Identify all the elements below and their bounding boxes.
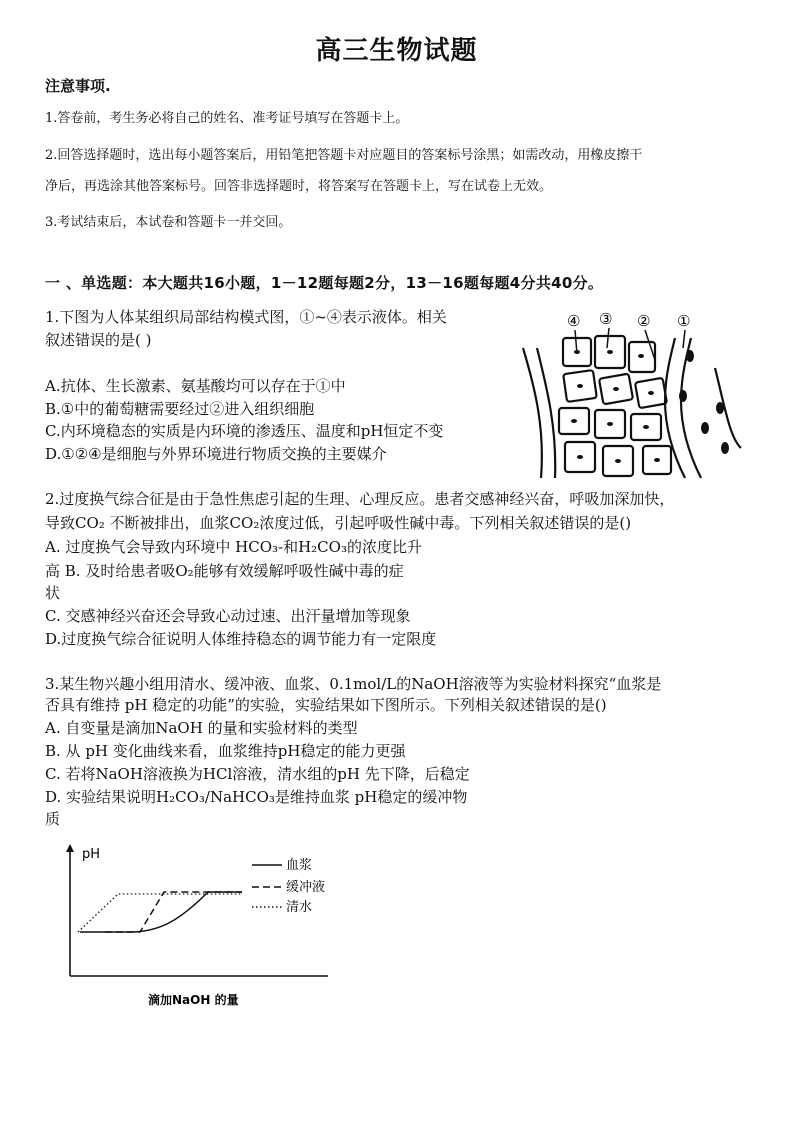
q3-option-d-cont: 质 [45, 810, 61, 828]
q3-option-b: B. 从 pH 变化曲线来看，血浆维持pH稳定的能力更强 [45, 742, 406, 760]
q1-option-c: C.内环境稳态的实质是内环境的渗透压、温度和pH恒定不变 [45, 422, 444, 440]
q3-option-d: D. 实验结果说明H₂CO₃/NaHCO₃是维持血浆 pH稳定的缓冲物 [45, 788, 468, 806]
q2-stem-cont: 导致CO₂ 不断被排出，血浆CO₂浓度过低，引起呼吸性碱中毒。下列相关叙述错误的是() [45, 514, 632, 532]
q1-option-d: D.①②④是细胞与外界环境进行物质交换的主要媒介 [45, 445, 387, 463]
notice-item-2: 2.回答选择题时，选出每小题答案后，用铅笔把答题卡对应题目的答案标号涂黑；如需改动，用橡皮擦干 [45, 148, 643, 163]
q1-option-a: A.抗体、生长激素、氨基酸均可以存在于①中 [45, 377, 346, 395]
q1-stem: 1.下图为人体某组织局部结构模式图，①~④表示液体。相关 [45, 308, 447, 326]
x-axis-label: 滴加NaOH 的量 [148, 993, 239, 1007]
fig-label-4: ④ [567, 312, 581, 330]
series-line-buffer [105, 892, 242, 932]
q2-option-b: 高 B. 及时给患者吸O₂能够有效缓解呼吸性碱中毒的症 [45, 562, 404, 580]
tissue-structure-figure [515, 308, 745, 484]
notice-item-1: 1.答卷前，考生务必将自己的姓名、准考证号填写在答题卡上。 [45, 111, 409, 126]
q3-stem: 3.某生物兴趣小组用清水、缓冲液、血浆、0.1mol/L的NaOH溶液等为实验材料探究“血浆是 [45, 675, 662, 693]
q2-option-d: D.过度换气综合征说明人体维持稳态的调节能力有一定限度 [45, 630, 437, 648]
section-heading: 一 、单选题：本大题共16小题，1－12题每题2分，13－16题每题4分共40分。 [45, 274, 604, 292]
legend-plasma: 血浆 [286, 858, 313, 873]
q2-option-b-cont: 状 [45, 584, 61, 602]
q2-option-a: A. 过度换气会导致内环境中 HCO₃-和H₂CO₃的浓度比升 [45, 538, 422, 556]
q3-option-c: C. 若将NaOH溶液换为HCl溶液，清水组的pH 先下降，后稳定 [45, 765, 470, 783]
y-axis-label: pH [82, 847, 101, 862]
q2-stem: 2.过度换气综合征是由于急性焦虑引起的生理、心理反应。患者交感神经兴奋，呼吸加深加快， [45, 490, 675, 508]
q2-option-c: C. 交感神经兴奋还会导致心动过速、出汗量增加等现象 [45, 607, 411, 625]
q1-stem-cont: 叙述错误的是( ) [45, 331, 152, 349]
series-line-plasma [80, 892, 242, 932]
fig-label-2: ② [637, 312, 651, 330]
page-title: 高三生物试题 [315, 36, 478, 66]
notice-heading: 注意事项. [45, 77, 111, 95]
fig-label-1: ① [677, 312, 691, 330]
y-axis-arrow [66, 844, 74, 852]
ph-chart [60, 840, 360, 1012]
q3-stem-cont: 否具有维持 pH 稳定的功能”的实验，实验结果如下图所示。下列相关叙述错误的是() [45, 696, 607, 714]
legend [252, 857, 325, 915]
fig-label-3: ③ [599, 310, 613, 328]
q3-option-a: A. 自变量是滴加NaOH 的量和实验材料的类型 [45, 719, 358, 737]
legend-buffer: 缓冲液 [286, 880, 326, 895]
notice-item-2-cont: 净后，再选涂其他答案标号。回答非选择题时，将答案写在答题卡上，写在试卷上无效。 [45, 179, 553, 194]
legend-water: 清水 [286, 900, 313, 915]
notice-item-3: 3.考试结束后，本试卷和答题卡一并交回。 [45, 215, 292, 230]
q1-option-b: B.①中的葡萄糖需要经过②进入组织细胞 [45, 400, 315, 418]
